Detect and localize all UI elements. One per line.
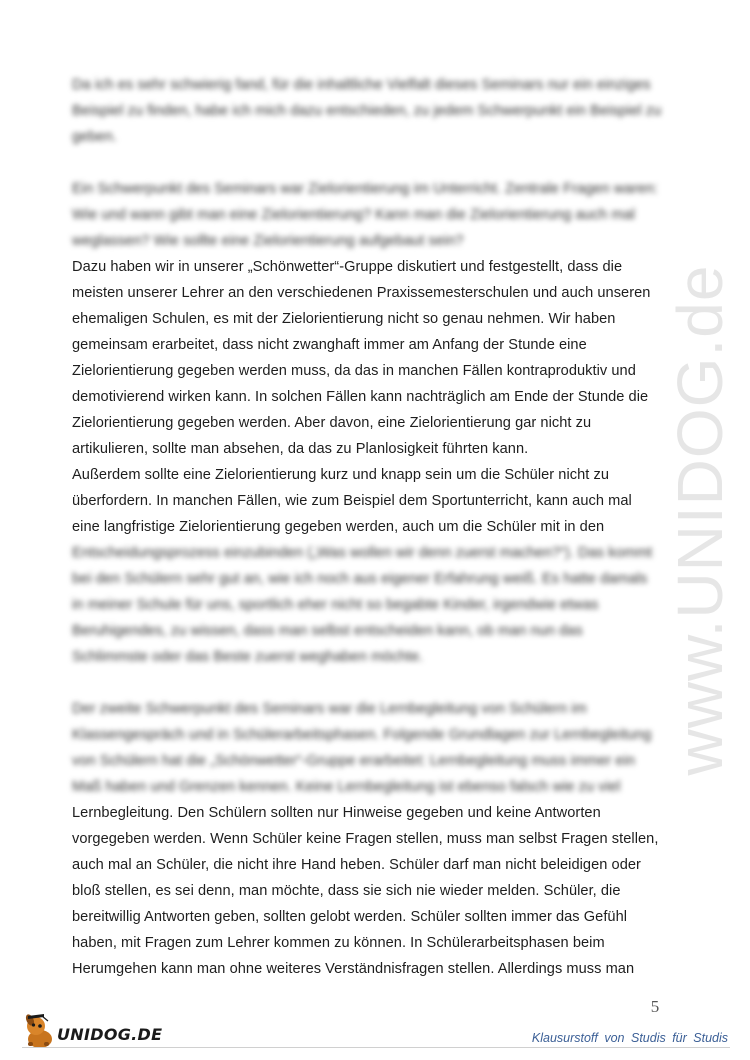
text-line: Wie und wann gibt man eine Zielorientierung? Kann man die Zielorientierung auch mal [72, 207, 636, 223]
text-line: meisten unserer Lehrer an den verschiedenen Praxissemesterschulen und auch unseren [72, 285, 651, 301]
text-line: bloß stellen, es sei denn, man möchte, dass sie sich nie wieder melden. Schüler, die [72, 883, 621, 899]
watermark-text: www.UNIDOG.de [664, 264, 736, 776]
text-line: bereitwillig Antworten geben, sollten gelobt werden. Schüler sollten immer das Gefühl [72, 909, 628, 925]
text-line: eine langfristige Zielorientierung gegeben werden, auch um die Schüler mit in den [72, 519, 605, 535]
text-line: Entscheidungsprozess einzubinden („Was wollen wir denn zuerst machen?“). Das kommt [72, 545, 653, 561]
text-line: artikulieren, sollte man absehen, da das zu Planlosigkeit führten kann. [72, 441, 529, 457]
text-line: Zielorientierung gegeben werden muss, da das in manchen Fällen kontraproduktiv und [72, 363, 636, 379]
text-line: in meiner Schule für uns, sportlich eher nicht so begabte Kinder, irgendwie etwas [72, 597, 599, 613]
dog-mascot-icon [22, 1012, 58, 1050]
text-line: Zielorientierung gegeben werden. Aber davon, eine Zielorientierung gar nicht zu [72, 415, 592, 431]
text-line: Herumgehen kann man ohne weiteres Verständnisfragen stellen. Allerdings muss man [72, 961, 635, 977]
text-line: haben, mit Fragen zum Lehrer kommen zu können. In Schülerarbeitsphasen beim [72, 935, 605, 951]
text-line: ehemaligen Schulen, es mit der Zielorientierung nicht so genau nehmen. Wir haben [72, 311, 616, 327]
page-number: 5 [650, 997, 660, 1016]
text-line: Schlimmste oder das Beste zuerst weghaben möchte. [72, 649, 424, 665]
text-line: Klassengespräch und in Schülerarbeitsphasen. Folgende Grundlagen zur Lernbegleitung [72, 727, 652, 743]
text-line: geben. [72, 129, 117, 145]
footer-slogan: Klausurstoff von Studis für Studis [531, 1031, 728, 1045]
text-line: Lernbegleitung. Den Schülern sollten nur Hinweise gegeben und keine Antworten [72, 805, 601, 821]
text-line: weglassen? Wie sollte eine Zielorientierung aufgebaut sein? [72, 233, 464, 249]
text-line: Außerdem sollte eine Zielorientierung kurz und knapp sein um die Schüler nicht zu [72, 467, 610, 483]
text-line: auch mal an Schüler, die nicht ihre Hand heben. Schüler darf man nicht beleidigen oder [72, 857, 641, 873]
logo-text: UNIDOG.DE [57, 1025, 163, 1044]
unidog-logo[interactable] [22, 1012, 163, 1052]
text-line: vorgegeben werden. Wenn Schüler keine Fragen stellen, muss man selbst Fragen stellen, [72, 831, 659, 847]
text-line: bei den Schülern sehr gut an, wie ich noch aus eigener Erfahrung weiß. Es hatte damals [72, 571, 648, 587]
text-line: Der zweite Schwerpunkt des Seminars war die Lernbegleitung von Schülern im [72, 701, 587, 717]
text-line: überfordern. In manchen Fällen, wie zum Beispiel dem Sportunterricht, kann auch mal [72, 493, 632, 509]
text-line: demotivierend wirken kann. In solchen Fällen kann nachträglich am Ende der Stunde die [72, 389, 649, 405]
footer-divider [22, 1047, 730, 1048]
text-line: Beispiel zu finden, habe ich mich dazu entschieden, zu jedem Schwerpunkt ein Beispiel zu [72, 103, 662, 119]
text-line: Ein Schwerpunkt des Seminars war Zielorientierung im Unterricht. Zentrale Fragen waren: [72, 181, 658, 197]
text-line: gemeinsam erarbeitet, dass nicht zwanghaft immer am Anfang der Stunde eine [72, 337, 587, 353]
text-line: Da ich es sehr schwierig fand, für die inhaltliche Vielfalt dieses Seminars nur ein einziges [72, 77, 651, 93]
text-line: Maß haben und Grenzen kennen. Keine Lernbegleitung ist ebenso falsch wie zu viel [72, 779, 621, 795]
watermark [655, 264, 745, 776]
text-line: von Schülern hat die „Schönwetter“-Gruppe erarbeitet: Lernbegleitung muss immer ein [72, 753, 636, 769]
text-line: Dazu haben wir in unserer „Schönwetter“-Gruppe diskutiert und festgestellt, dass die [72, 259, 623, 275]
text-line: Beruhigendes, zu wissen, dass man selbst entscheiden kann, ob man nun das [72, 623, 583, 639]
